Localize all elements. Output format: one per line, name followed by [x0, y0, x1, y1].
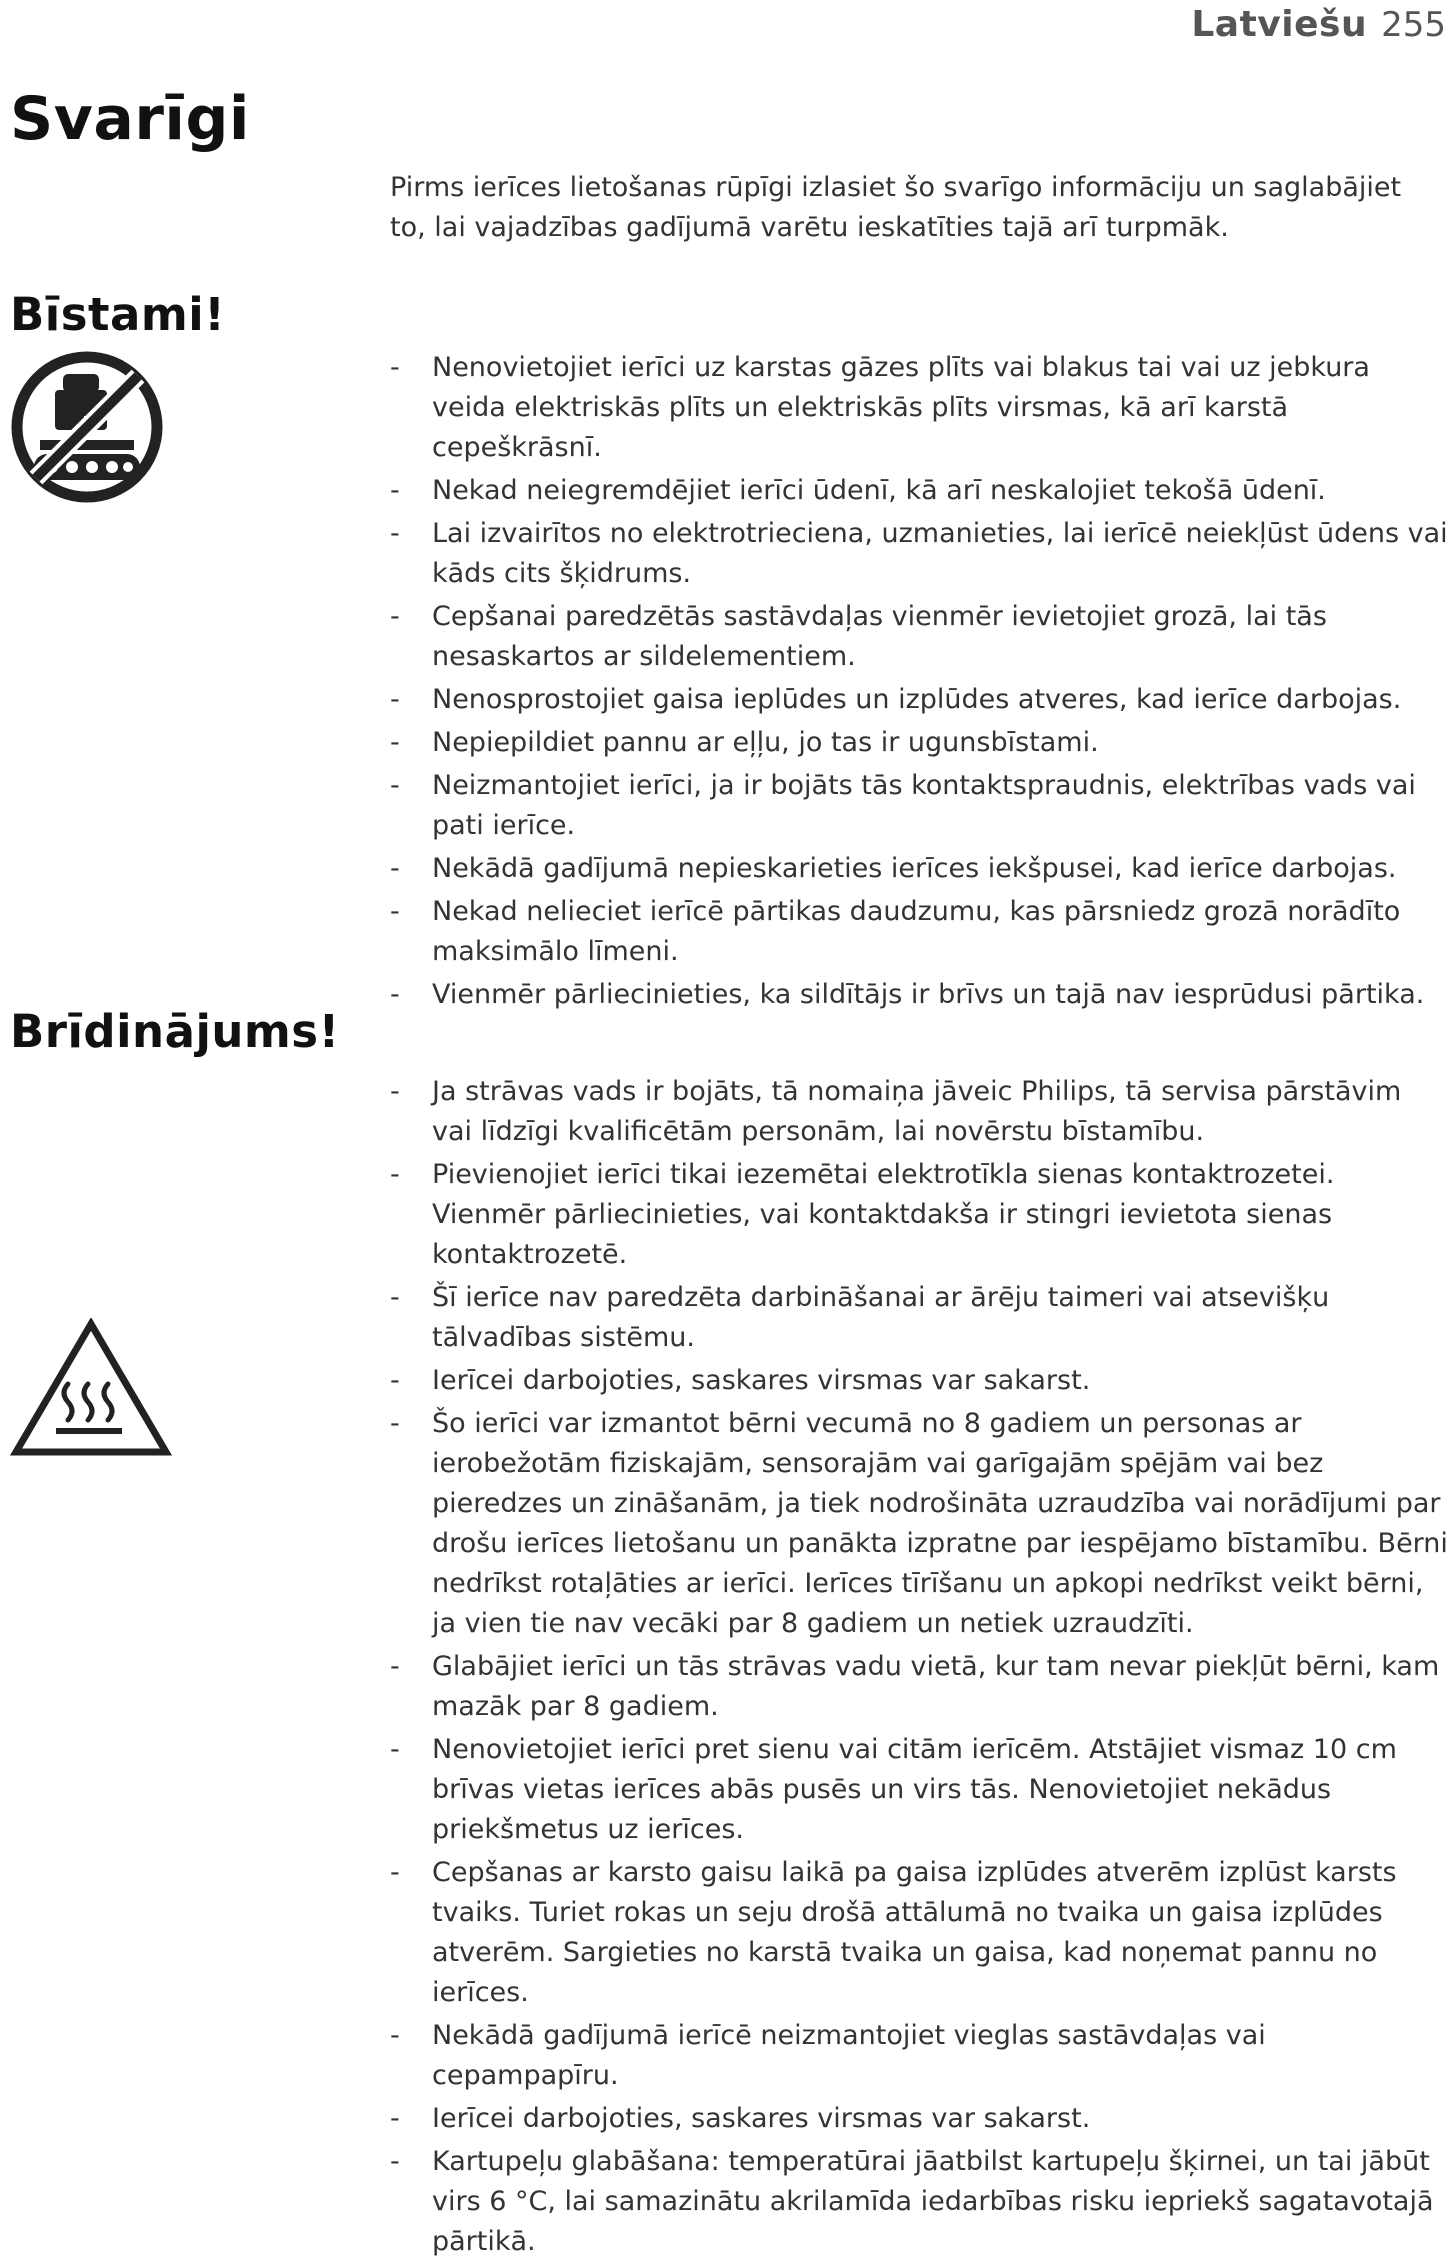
list-item: - Nenovietojiet ierīci uz karstas gāzes plīts vai blakus tai vai uz jebkura veida elektriskās plīts un elektriskās plīts virsmas, kā arī karstā cepeškrāsnī. [390, 352, 1370, 463]
danger-heading: Bīstami! [10, 288, 226, 341]
intro-paragraph: Pirms ierīces lietošanas rūpīgi izlasiet šo svarīgo informāciju un saglabājiet to, lai vajadzības gadījumā varētu ieskatīties tajā arī turpmāk. [390, 172, 1402, 243]
list-item: - Cepšanai paredzētās sastāvdaļas vienmēr ievietojiet grozā, lai tās nesaskartos ar sildelementiem. [390, 601, 1327, 672]
list-item: - Pievienojiet ierīci tikai iezemētai elektrotīkla sienas kontaktrozetei. Vienmēr pārliecinieties, vai kontaktdakša ir stingri ievietota sienas kontaktrozetē. [390, 1159, 1335, 1270]
page-header [1191, 4, 1446, 45]
list-item: - Nenovietojiet ierīci pret sienu vai citām ierīcēm. Atstājiet vismaz 10 cm brīvas vietas ierīces abās pusēs un virs tās. Nenovietojiet nekādus priekšmetus uz ierīces. [390, 1734, 1397, 1845]
list-item: - Ierīcei darbojoties, saskares virsmas var sakarst. [390, 2103, 1091, 2134]
list-item: - Glabājiet ierīci un tās strāvas vadu vietā, kur tam nevar piekļūt bērni, kam mazāk par 8 gadiem. [390, 1651, 1440, 1722]
danger-list [390, 348, 1448, 1018]
list-item: - Neizmantojiet ierīci, ja ir bojāts tās kontaktspraudnis, elektrības vads vai pati ierīce. [390, 770, 1416, 841]
hot-surface-warning-icon [10, 1318, 172, 1458]
no-hotplate-prohibition-icon [10, 350, 164, 504]
list-item: - Nepiepildiet pannu ar eļļu, jo tas ir ugunsbīstami. [390, 727, 1099, 758]
list-item: - Nekādā gadījumā nepieskarieties ierīces iekšpusei, kad ierīce darbojas. [390, 853, 1397, 884]
list-item: - Nekad neiegremdējiet ierīci ūdenī, kā arī neskalojiet tekošā ūdenī. [390, 475, 1326, 506]
list-item: - Nekad nelieciet ierīcē pārtikas daudzumu, kas pārsniedz grozā norādīto maksimālo līmeni. [390, 896, 1401, 967]
warning-list [390, 1072, 1448, 2265]
list-item: - Ierīcei darbojoties, saskares virsmas var sakarst. [390, 1365, 1091, 1396]
page-title: Svarīgi [10, 84, 250, 154]
list-item: - Nekādā gadījumā ierīcē neizmantojiet vieglas sastāvdaļas vai cepampapīru. [390, 2020, 1266, 2091]
list-item: - Vienmēr pārliecinieties, ka sildītājs ir brīvs un tajā nav iesprūdusi pārtika. [390, 979, 1425, 1010]
list-item: - Nenosprostojiet gaisa ieplūdes un izplūdes atveres, kad ierīce darbojas. [390, 684, 1402, 715]
list-item: - Lai izvairītos no elektrotrieciena, uzmanieties, lai ierīcē neiekļūst ūdens vai kāds cits šķidrums. [390, 518, 1448, 589]
list-item: - Ja strāvas vads ir bojāts, tā nomaiņa jāveic Philips, tā servisa pārstāvim vai līdzīgi kvalificētām personām, lai novērstu bīstamību. [390, 1076, 1402, 1147]
page-number: 255 [1381, 5, 1446, 45]
list-item: - Šī ierīce nav paredzēta darbināšanai ar ārēju taimeri vai atsevišķu tālvadības sistēmu. [390, 1282, 1330, 1353]
warning-heading: Brīdinājums! [10, 1005, 340, 1058]
list-item: - Cepšanas ar karsto gaisu laikā pa gaisa izplūdes atverēm izplūst karsts tvaiks. Turiet rokas un seju drošā attālumā no tvaika un gaisa izplūdes atverēm. Sargieties no karstā tvaika un gaisa, kad noņemat pannu no ierīces. [390, 1857, 1397, 2008]
language-label: Latviešu [1191, 4, 1368, 45]
list-item: - Kartupeļu glabāšana: temperatūrai jāatbilst kartupeļu šķirnei, un tai jābūt virs 6 °C, lai samazinātu akrilamīda iedarbības risku iepriekš sagatavotajā pārtikā. [390, 2146, 1434, 2257]
list-item: - Šo ierīci var izmantot bērni vecumā no 8 gadiem un personas ar ierobežotām fiziskajām, sensorajām vai garīgajām spējām vai bez pieredzes un zināšanām, ja tiek nodrošināta uzraudzība vai norādījumi par drošu ierīces lietošanu un panākta izpratne par iespējamo bīstamību. Bērni nedrīkst rotaļāties ar ierīci. Ierīces tīrīšanu un apkopi nedrīkst veikt bērni, ja vien tie nav vecāki par 8 gadiem un netiek uzraudzīti. [390, 1408, 1448, 1639]
